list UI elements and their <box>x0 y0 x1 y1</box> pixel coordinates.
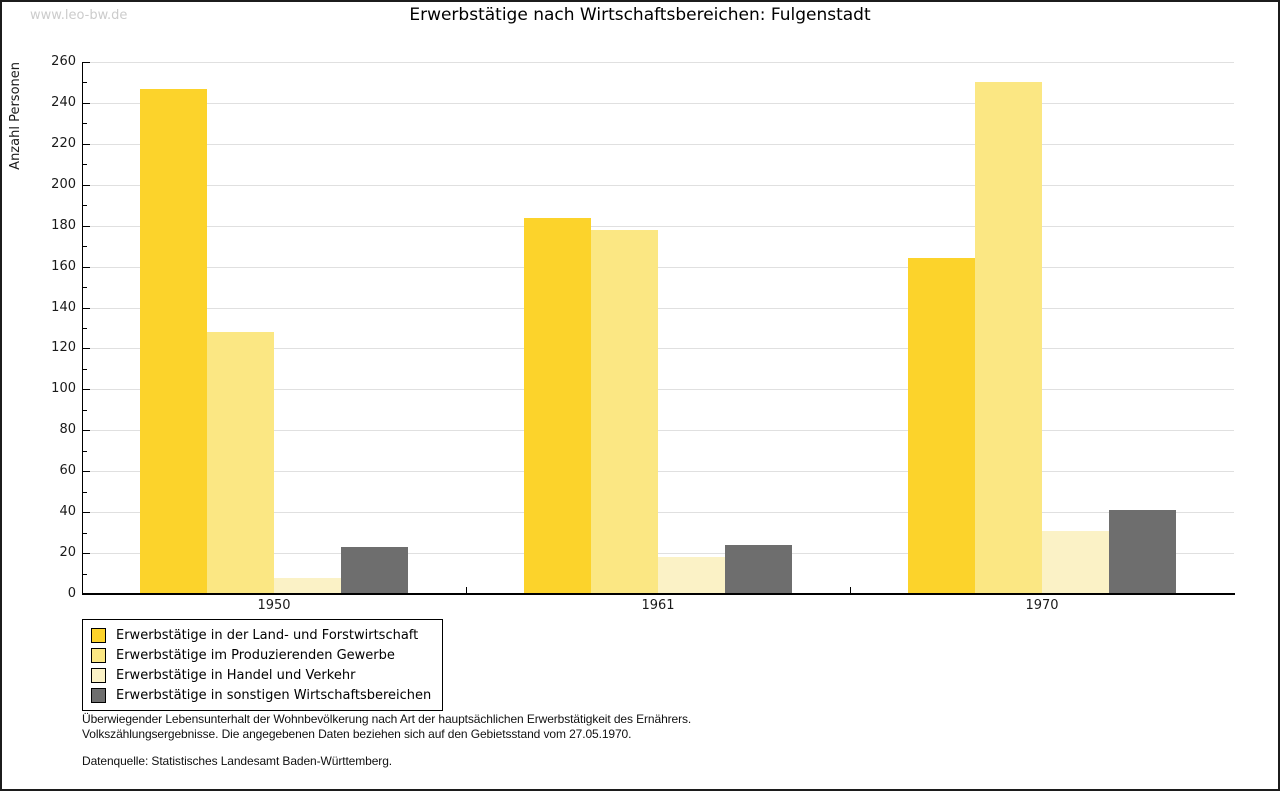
bar <box>207 332 274 594</box>
y-major-tick <box>83 512 90 513</box>
bar <box>1109 510 1176 594</box>
legend-label: Erwerbstätige in der Land- und Forstwirtschaft <box>116 627 419 643</box>
y-minor-tick <box>83 287 87 288</box>
y-minor-tick <box>83 328 87 329</box>
legend <box>82 619 443 711</box>
y-tick-label: 240 <box>51 95 76 110</box>
y-major-tick <box>83 430 90 431</box>
legend-swatch-handel-verkehr <box>91 668 106 683</box>
y-tick-label: 120 <box>51 340 76 355</box>
y-major-tick <box>83 308 90 309</box>
gridline <box>83 185 1234 186</box>
y-tick-label: 140 <box>51 300 76 315</box>
chart-title: Erwerbstätige nach Wirtschaftsbereichen: Fulgenstadt <box>409 5 871 25</box>
legend-item <box>91 645 431 665</box>
y-tick-label: 80 <box>59 422 76 437</box>
footnote-line-1: Überwiegender Lebensunterhalt der Wohnbevölkerung nach Art der hauptsächlichen Erwerbstätigkeit des Ernährers. <box>82 712 692 726</box>
y-major-tick <box>83 185 90 186</box>
legend-swatch-sonstige <box>91 688 106 703</box>
y-minor-tick <box>83 82 87 83</box>
gridline <box>83 267 1234 268</box>
y-tick-label: 0 <box>67 586 76 601</box>
bar <box>1042 531 1109 594</box>
footnote-line-2: Volkszählungsergebnisse. Die angegebenen Daten beziehen sich auf den Gebietsstand vom 27.05.1970. <box>82 727 632 741</box>
gridline <box>83 308 1234 309</box>
y-major-tick <box>83 267 90 268</box>
watermark: www.leo-bw.de <box>30 8 128 23</box>
y-major-tick <box>83 62 90 63</box>
bar <box>274 578 341 594</box>
bar <box>140 89 207 594</box>
data-source: Datenquelle: Statistisches Landesamt Baden-Württemberg. <box>82 754 392 768</box>
legend-swatch-produzierendes-gewerbe <box>91 648 106 663</box>
bar <box>725 545 792 594</box>
gridline <box>83 62 1234 63</box>
footnotes <box>82 712 691 769</box>
y-major-tick <box>83 389 90 390</box>
y-tick-label: 220 <box>51 136 76 151</box>
y-minor-tick <box>83 533 87 534</box>
legend-item <box>91 665 431 685</box>
legend-label: Erwerbstätige in sonstigen Wirtschaftsbereichen <box>116 687 432 703</box>
y-axis-line <box>82 62 83 594</box>
legend-item <box>91 625 431 645</box>
bar <box>524 218 591 594</box>
y-major-tick <box>83 553 90 554</box>
x-axis-line <box>82 593 1235 595</box>
y-axis-title: Anzahl Personen <box>8 62 23 170</box>
y-minor-tick <box>83 205 87 206</box>
legend-label: Erwerbstätige in Handel und Verkehr <box>116 667 356 683</box>
bar <box>591 230 658 594</box>
legend-swatch-land-forstwirtschaft <box>91 628 106 643</box>
y-tick-label: 60 <box>59 463 76 478</box>
y-tick-label: 180 <box>51 218 76 233</box>
plot-area <box>82 62 1234 594</box>
gridline <box>83 144 1234 145</box>
bar <box>658 557 725 594</box>
y-minor-tick <box>83 369 87 370</box>
bar <box>908 258 975 594</box>
y-tick-label: 260 <box>51 54 76 69</box>
y-minor-tick <box>83 410 87 411</box>
x-tick-label: 1961 <box>641 598 675 613</box>
y-minor-tick <box>83 574 87 575</box>
y-major-tick <box>83 144 90 145</box>
y-minor-tick <box>83 451 87 452</box>
gridline <box>83 103 1234 104</box>
y-tick-label: 20 <box>59 545 76 560</box>
bar <box>975 82 1042 594</box>
legend-label: Erwerbstätige im Produzierenden Gewerbe <box>116 647 395 663</box>
y-major-tick <box>83 103 90 104</box>
y-major-tick <box>83 348 90 349</box>
y-tick-label: 200 <box>51 177 76 192</box>
y-minor-tick <box>83 246 87 247</box>
y-major-tick <box>83 471 90 472</box>
y-major-tick <box>83 226 90 227</box>
x-tick-label: 1950 <box>257 598 291 613</box>
y-tick-label: 100 <box>51 381 76 396</box>
y-minor-tick <box>83 164 87 165</box>
legend-item <box>91 685 431 705</box>
bar <box>341 547 408 594</box>
y-tick-label: 160 <box>51 259 76 274</box>
y-tick-label: 40 <box>59 504 76 519</box>
y-minor-tick <box>83 492 87 493</box>
y-minor-tick <box>83 123 87 124</box>
gridline <box>83 226 1234 227</box>
x-tick-label: 1970 <box>1025 598 1059 613</box>
